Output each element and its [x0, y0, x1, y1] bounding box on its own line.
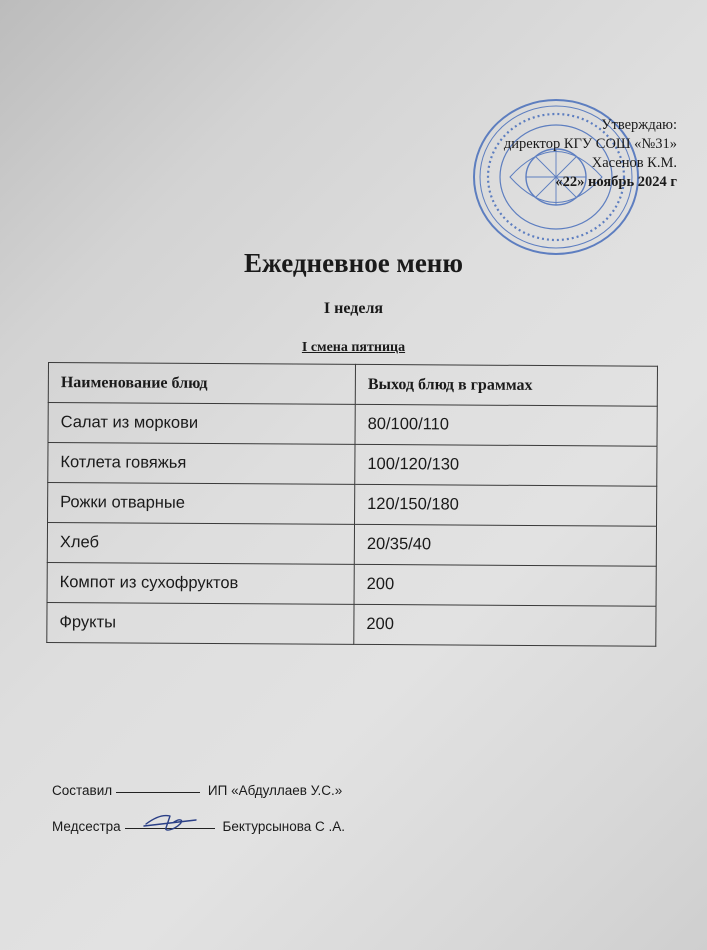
- dish-name: Котлета говяжья: [48, 443, 355, 485]
- dish-name: Салат из моркови: [48, 403, 355, 445]
- compiler-signature-line: [52, 782, 342, 798]
- dish-name: Фрукты: [47, 602, 354, 644]
- dish-name: Рожки отварные: [48, 483, 355, 525]
- approval-line-3: Хасенов К.М.: [591, 155, 677, 171]
- portion-weight: 100/120/130: [355, 444, 657, 486]
- approval-line-2: директор КГУ СОШ «№31»: [503, 136, 677, 152]
- table-row: [48, 443, 657, 487]
- table-row: [47, 523, 656, 567]
- compiler-name: ИП «Абдуллаев У.С.»: [207, 783, 343, 798]
- week-label: I неделя: [323, 300, 384, 317]
- approval-line-1: Утверждаю:: [601, 117, 677, 133]
- handwritten-signature: [140, 808, 200, 834]
- nurse-name: Бектурсынова С .А.: [222, 819, 346, 834]
- portion-weight: 120/150/180: [355, 484, 657, 526]
- compiler-label: Составил: [52, 783, 113, 798]
- table-row: [48, 403, 657, 447]
- signature-underline: [116, 780, 200, 793]
- approval-date: «22» ноябрь 2024 г: [555, 174, 677, 190]
- portion-weight: 200: [354, 564, 656, 606]
- page-title: Ежедневное меню: [244, 248, 463, 278]
- table-row: [47, 602, 656, 646]
- table-row: [48, 483, 657, 527]
- nurse-label: Медсестра: [52, 819, 121, 834]
- portion-weight: 200: [354, 604, 656, 646]
- dish-name: Компот из сухофруктов: [47, 562, 354, 604]
- portion-weight: 20/35/40: [354, 524, 656, 566]
- approval-block: [504, 116, 677, 192]
- menu-table: [46, 362, 658, 647]
- column-header-portion: Выход блюд в граммах: [355, 364, 657, 406]
- table-row: [47, 562, 656, 606]
- column-header-dish: Наименование блюд: [48, 363, 355, 405]
- dish-name: Хлеб: [47, 523, 354, 565]
- shift-label: I смена пятница: [301, 340, 406, 355]
- table-header-row: [48, 363, 657, 407]
- portion-weight: 80/100/110: [355, 404, 657, 446]
